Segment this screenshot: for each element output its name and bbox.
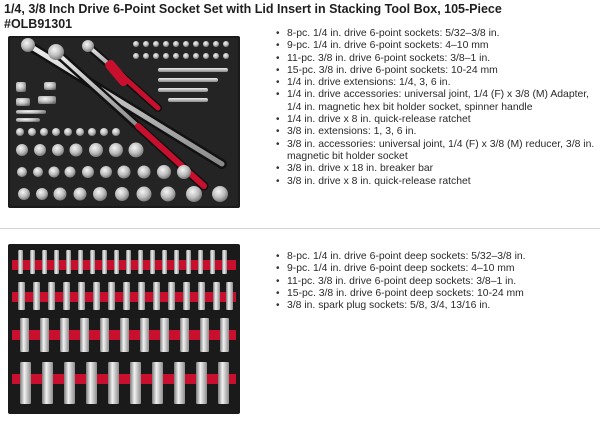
spec-item: • 3/8 in. extensions: 1, 3, 6 in. (276, 126, 596, 138)
spec-item: • 1/4 in. drive extensions: 1/4, 3, 6 in. (276, 77, 596, 89)
deep-socket-tray-image (8, 244, 240, 414)
spec-item: • 9-pc. 1/4 in. drive 6-point deep sockets: 4–10 mm (276, 263, 596, 275)
spec-item: • 3/8 in. accessories: universal joint, 1/4 (F) x 3/8 (M) reducer, 3/8 in. magnetic bit holder socket (276, 139, 596, 164)
top-tray-spec-list (276, 28, 596, 188)
section-divider (0, 228, 600, 229)
spec-item: • 9-pc. 1/4 in. drive 6-point sockets: 4–10 mm (276, 40, 596, 52)
spec-item: • 1/4 in. drive x 8 in. quick-release ratchet (276, 114, 596, 126)
spec-item: • 3/8 in. spark plug sockets: 5/8, 3/4, 13/16 in. (276, 300, 596, 312)
spec-item: • 15-pc. 3/8 in. drive 6-point deep sockets: 10-24 mm (276, 288, 596, 300)
product-sku: #OLB91301 (4, 17, 73, 31)
spec-item: • 8-pc. 1/4 in. drive 6-point sockets: 5/32–3/8 in. (276, 28, 596, 40)
spec-item: • 3/8 in. drive x 18 in. breaker bar (276, 163, 596, 175)
socket-tray-image (8, 36, 240, 208)
spec-item: • 11-pc. 3/8 in. drive 6-point deep sockets: 3/8–1 in. (276, 276, 596, 288)
spec-item: • 8-pc. 1/4 in. drive 6-point deep sockets: 5/32–3/8 in. (276, 251, 596, 263)
spec-item: • 3/8 in. drive x 8 in. quick-release ratchet (276, 176, 596, 188)
spec-item: • 15-pc. 3/8 in. drive 6-point sockets: 10-24 mm (276, 65, 596, 77)
bottom-tray-spec-list (276, 251, 596, 312)
spec-item: • 11-pc. 3/8 in. drive 6-point sockets: 3/8–1 in. (276, 53, 596, 65)
product-title: 1/4, 3/8 Inch Drive 6-Point Socket Set with Lid Insert in Stacking Tool Box, 105-Piece (4, 2, 502, 16)
spec-item: • 1/4 in. drive accessories: universal joint, 1/4 (F) x 3/8 (M) Adapter, 1/4 in. magnetic hex bit holder socket, spinner handle (276, 89, 596, 114)
